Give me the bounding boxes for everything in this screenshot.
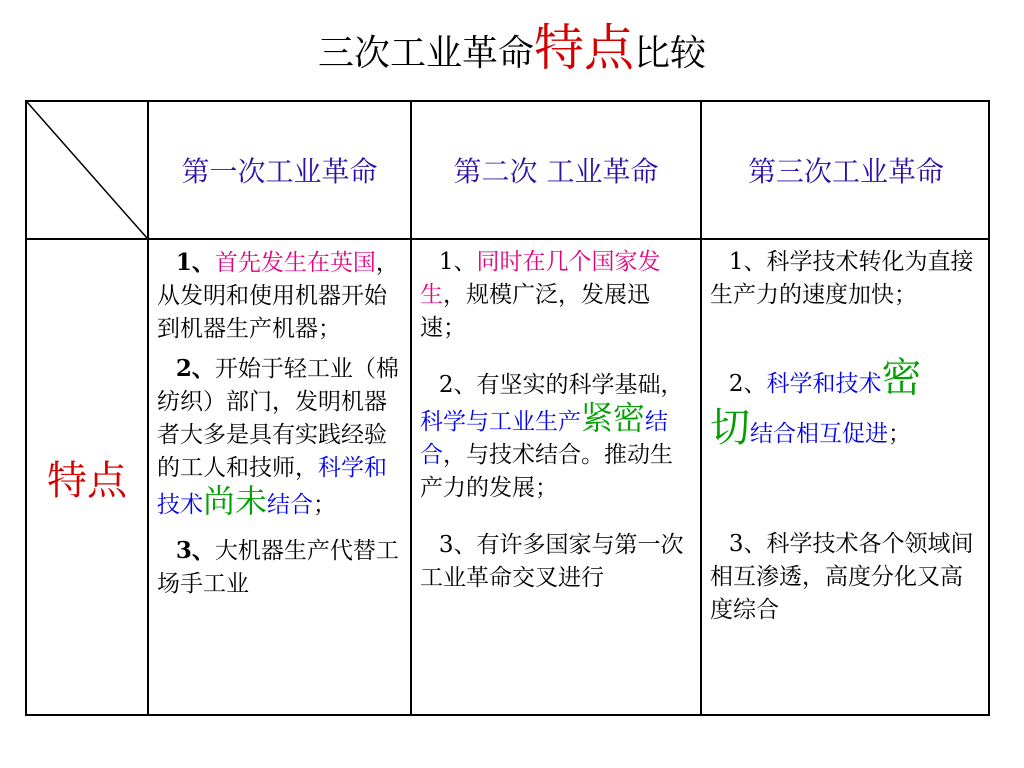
- title-prefix: 三次工业革命: [317, 33, 534, 74]
- second-point-3: 3、有许多国家与第一次工业革命交叉进行: [420, 532, 684, 591]
- cell-first-revolution: [157, 246, 402, 601]
- header-third-revolution: 第三次工业革命: [747, 155, 944, 188]
- header-first-revolution: 第一次工业革命: [181, 155, 378, 188]
- row-divider: [27, 238, 988, 240]
- third-point-2: 2、科学和技术密 切结合相互促进；: [710, 355, 922, 451]
- second-point-2: 2、有坚实的科学基础，科学与工业生产紧密结合，与技术结合。推动生产力的发展；: [420, 372, 684, 501]
- second-point-1: 1、同时在几个国家发生，规模广泛，发展迅速；: [420, 249, 661, 341]
- title-highlight: 特点: [534, 19, 634, 77]
- third-point-3: 3、科学技术各个领域间相互渗透，高度分化又高度综合: [710, 531, 974, 623]
- cell-third-revolution: [710, 246, 982, 627]
- comparison-table: [25, 100, 990, 716]
- third-point-1: 1、科学技术转化为直接生产力的速度加快；: [710, 249, 974, 308]
- first-point-2: 2、开始于轻工业（棉纺织）部门，发明机器者大多是具有实践经验的工人和技师，科学和技术尚未结合；: [157, 355, 399, 520]
- first-point-1: 1、首先发生在英国，从发明和使用机器开始到机器生产机器；: [157, 249, 399, 342]
- first-point-3: 3、大机器生产代替工场手工业: [157, 537, 399, 597]
- corner-diagonal: [27, 102, 147, 238]
- slide-title: [0, 18, 1024, 84]
- row-label-features: 特点: [47, 457, 127, 504]
- header-second-revolution: 第二次 工业革命: [453, 155, 659, 188]
- cell-second-revolution: [420, 246, 692, 595]
- title-suffix: 比较: [634, 33, 707, 74]
